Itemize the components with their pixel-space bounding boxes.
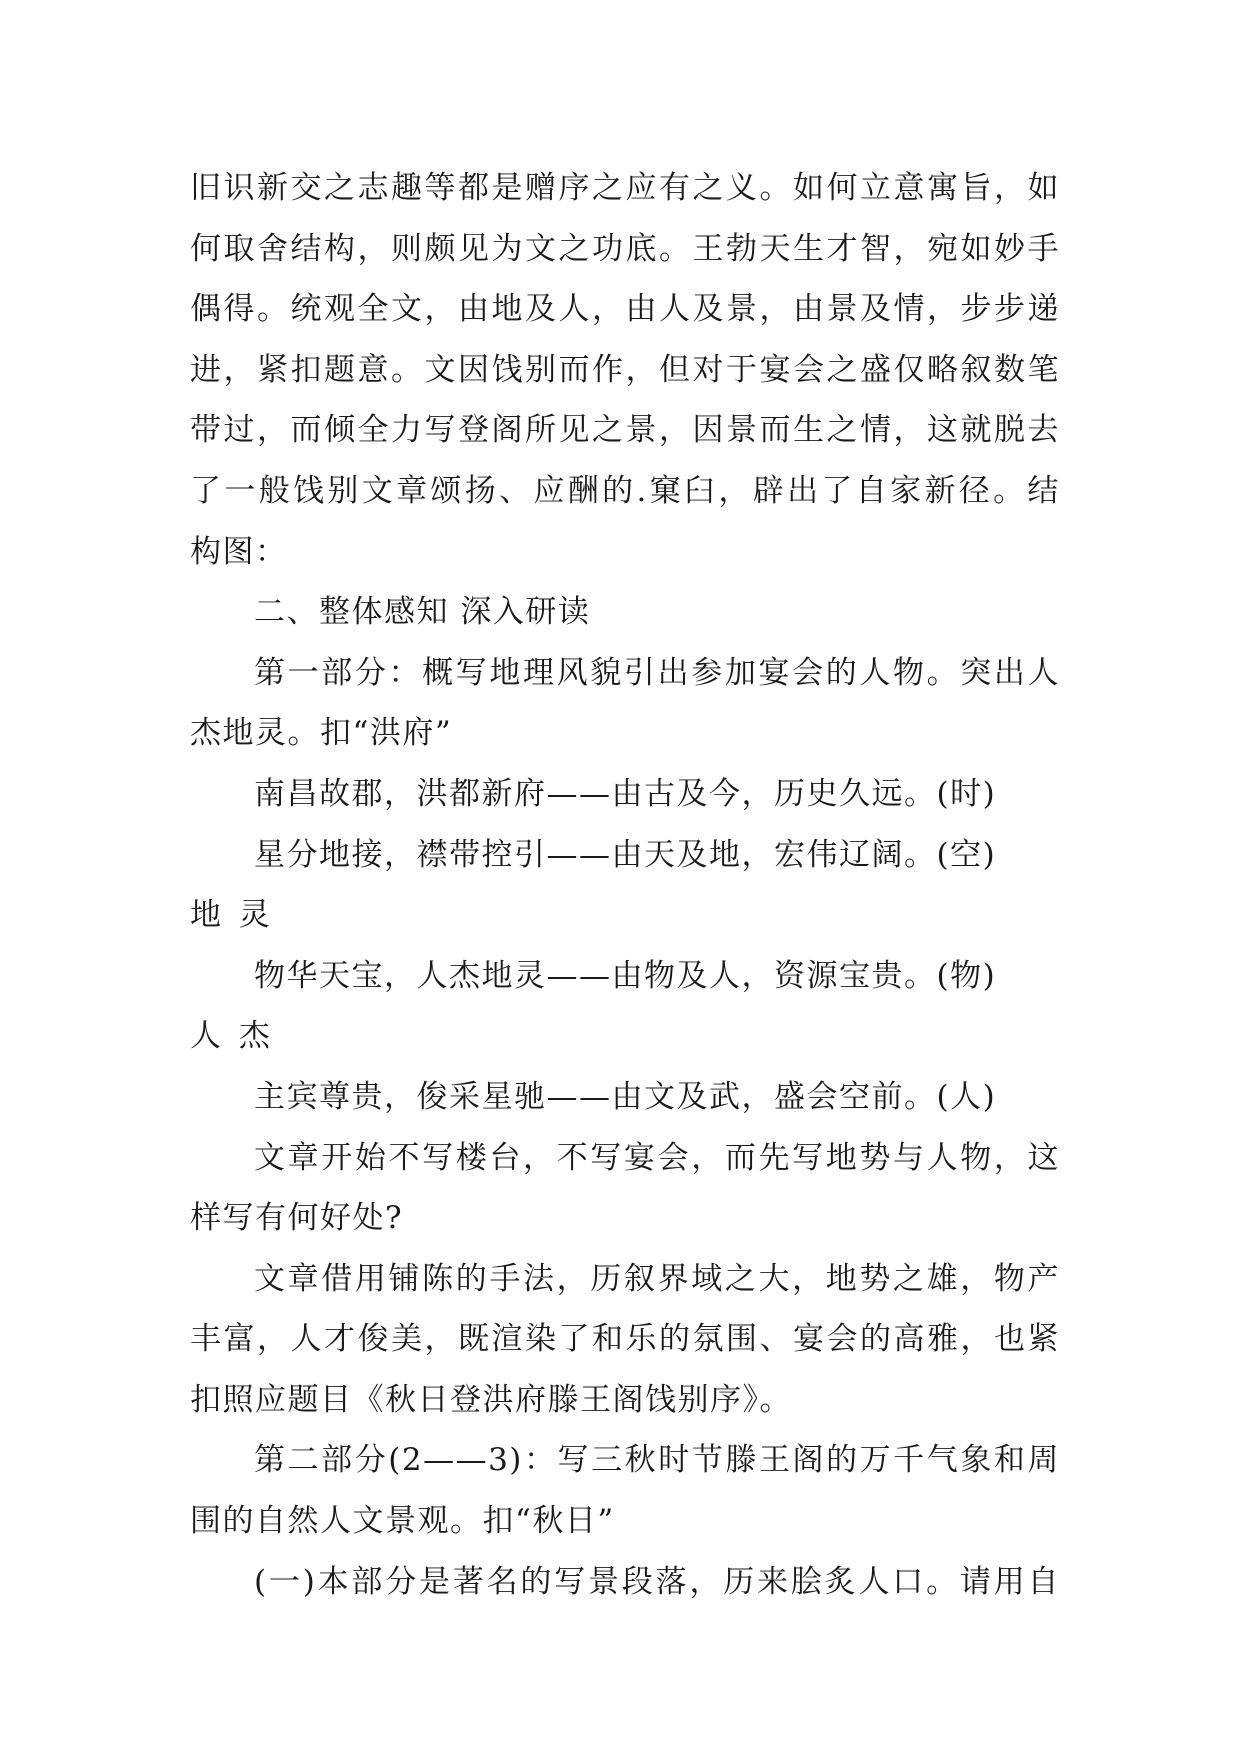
text-line: 文章开始不写楼台，不写宴会，而先写地势与人物，这 — [254, 1139, 1060, 1176]
text-line: 文章借用铺陈的手法，历叙界域之大，地势之雄，物产 — [254, 1260, 1060, 1297]
text-line: 带过，而倾全力写登阁所见之景，因景而生之情，这就脱去 — [190, 412, 1060, 449]
text-line: 第二部分(2——3)：写三秋时节滕王阁的万千气象和周 — [254, 1442, 1060, 1479]
text-line: 主宾尊贵，俊采星驰——由文及武，盛会空前。(人) — [254, 1078, 997, 1115]
text-line: 物华天宝，人杰地灵——由物及人，资源宝贵。(物) — [254, 957, 997, 994]
text-line: 人 杰 — [190, 1018, 274, 1055]
text-line: 第一部分：概写地理风貌引出参加宴会的人物。突出人 — [254, 654, 1060, 691]
section-heading: 二、整体感知 深入研读 — [254, 594, 591, 631]
text-line: 偶得。统观全文，由地及人，由人及景，由景及情，步步递 — [190, 291, 1060, 328]
text-line: 旧识新交之志趣等都是赠序之应有之义。如何立意寓旨，如 — [190, 170, 1060, 206]
text-line: 扣照应题目《秋日登洪府滕王阁饯别序》。 — [190, 1381, 792, 1418]
text-line: 了一般饯别文章颂扬、应酬的.窠臼，辟出了自家新径。结 — [190, 472, 1060, 509]
text-line: 丰富，人才俊美，既渲染了和乐的氛围、宴会的高雅，也紧 — [190, 1321, 1060, 1358]
text-line: 杰地灵。扣“洪府” — [190, 715, 453, 752]
text-line: 南昌故郡，洪都新府——由古及今，历史久远。(时) — [254, 775, 997, 812]
text-line: 围的自然人文景观。扣“秋日” — [190, 1503, 615, 1540]
text-line: 构图： — [190, 533, 288, 570]
text-line: 何取舍结构，则颇见为文之功底。王勃天生才智，宛如妙手 — [190, 230, 1060, 267]
text-line: 星分地接，襟带控引——由天及地，宏伟辽阔。(空) — [254, 836, 997, 873]
document-body — [190, 158, 1060, 1612]
text-line: 进，紧扣题意。文因饯别而作，但对于宴会之盛仅略叙数笔 — [190, 351, 1060, 388]
text-line: (一)本部分是著名的写景段落，历来脍炙人口。请用自 — [254, 1563, 1060, 1600]
text-line: 样写有何好处? — [190, 1200, 404, 1237]
text-line: 地 灵 — [190, 897, 274, 934]
